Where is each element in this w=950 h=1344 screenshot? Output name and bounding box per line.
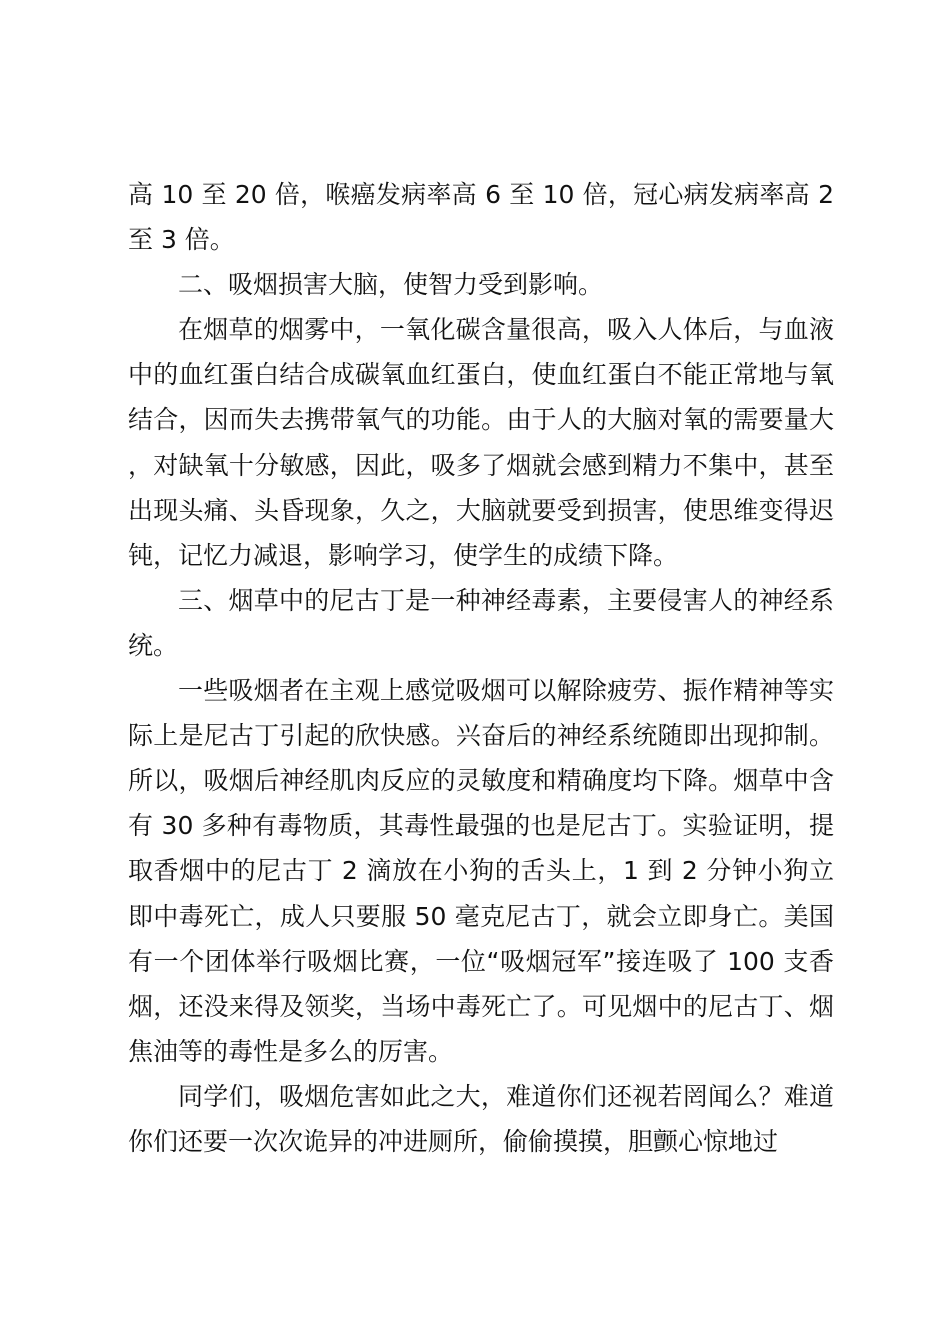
paragraph-appeal-to-students: 同学们，吸烟危害如此之大，难道你们还视若罔闻么？难道你们还要一次次诡异的冲进厕所，偷偷摸摸，胆颤心惊地过 [128, 1081, 834, 1156]
section-heading-brain-damage: 二、吸烟损害大脑，使智力受到影响。 [178, 270, 604, 300]
paragraph-carbon-monoxide: 在烟草的烟雾中，一氧化碳含量很高，吸入人体后，与血液中的血红蛋白结合成碳氧血红蛋白，使血红蛋白不能正常地与氧结合，因而失去携带氧气的功能。由于人的大脑对氧的需要量大，对缺氧十分敏感，因此，吸多了烟就会感到精力不集中，甚至出现头痛、头昏现象，久之，大脑就要受到损害，使思维变得迟钝，记忆力减退，影响学习，使学生的成绩下降。 [128, 315, 834, 570]
document-body [128, 172, 834, 1164]
paragraph-nicotine-effects: 一些吸烟者在主观上感觉吸烟可以解除疲劳、振作精神等实际上是尼古丁引起的欣快感。兴奋后的神经系统随即出现抑制。所以，吸烟后神经肌肉反应的灵敏度和精确度均下降。烟草中含有 30 多种有毒物质，其毒性最强的也是尼古丁。实验证明，提取香烟中的尼古丁 2 滴放在小狗的舌头上，1 到 2 分钟小狗立即中毒死亡，成人只要服 50 毫克尼古丁，就会立即身亡。美国有一个团体举行吸烟比赛，一位“吸烟冠军”接连吸了 100 支香烟，还没来得及领奖，当场中毒死亡了。可见烟中的尼古丁、烟焦油等的毒性是多么的厉害。 [128, 676, 834, 1066]
section-heading-nicotine: 三、烟草中的尼古丁是一种神经毒素，主要侵害人的神经系统。 [128, 585, 834, 660]
paragraph-continuation: 高 10 至 20 倍，喉癌发病率高 6 至 10 倍，冠心病发病率高 2 至 3 倍。 [128, 180, 834, 255]
